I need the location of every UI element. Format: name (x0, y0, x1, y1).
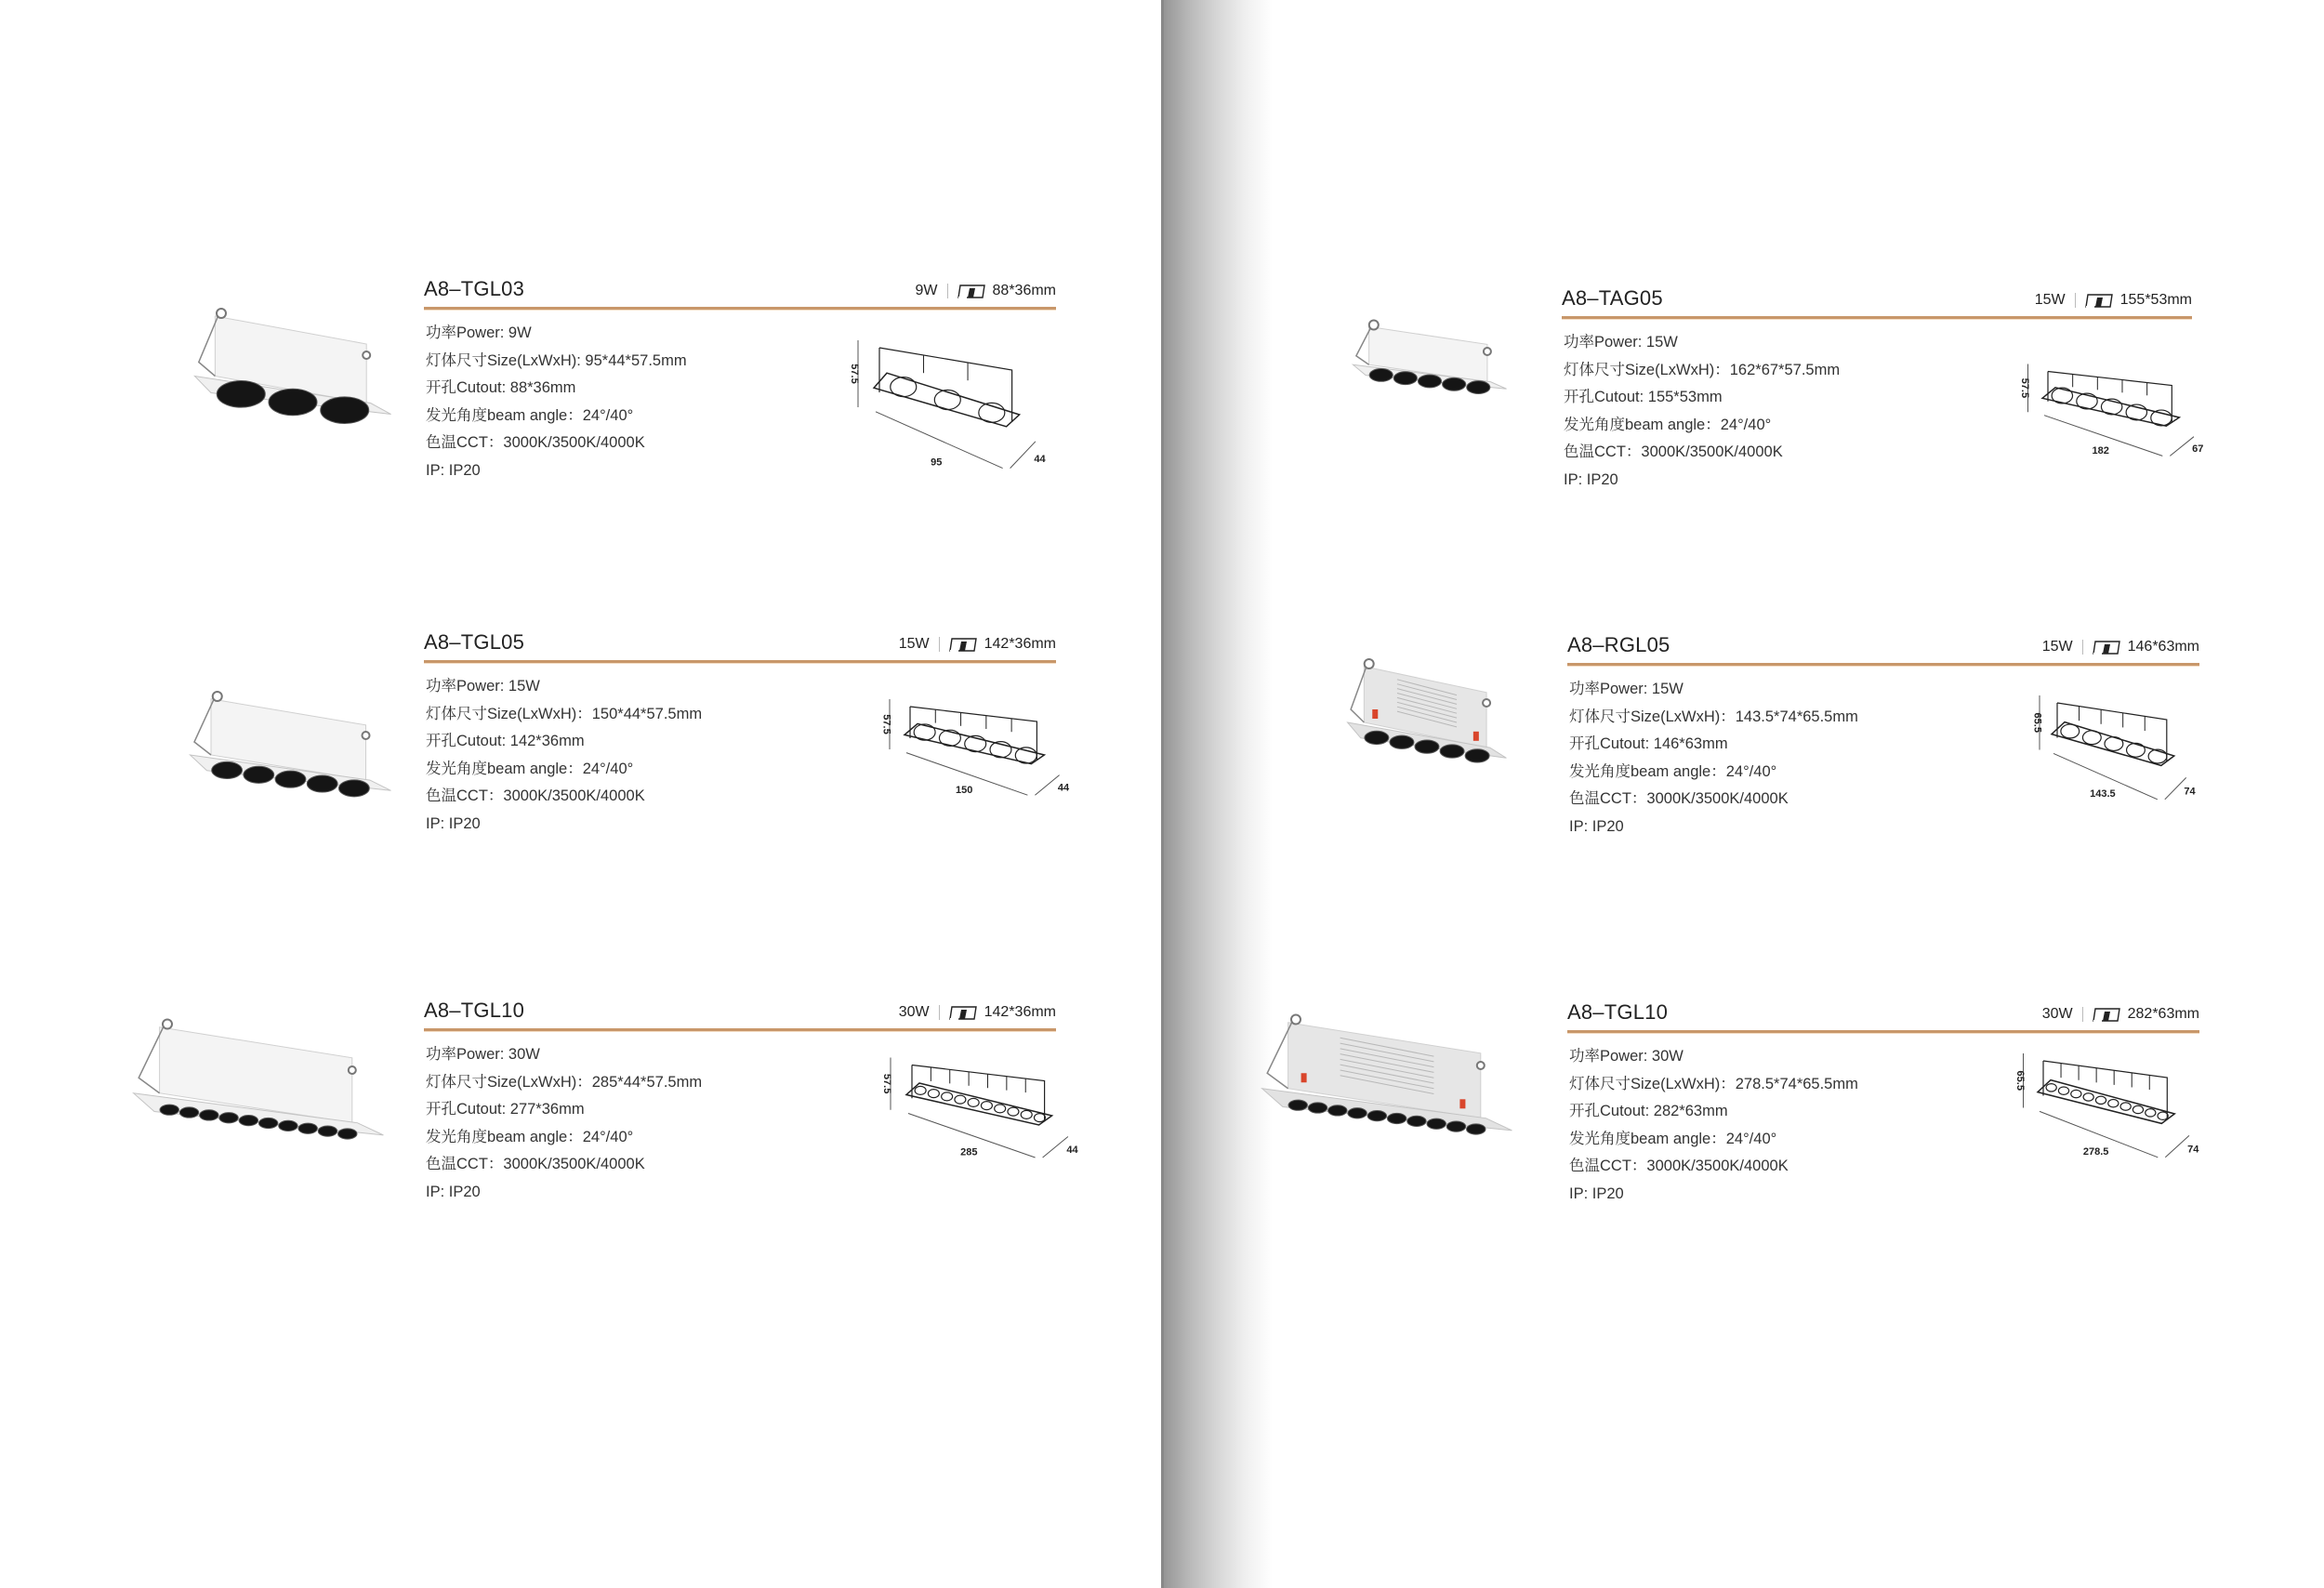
page-gutter-edge (1161, 0, 1164, 1588)
height-label: 65.5 (2031, 712, 2043, 733)
cutout-icon (949, 638, 977, 652)
badge-separator (939, 1005, 940, 1020)
product-photo-render (186, 683, 395, 814)
mount-screw (1483, 699, 1490, 707)
lens-outline (2082, 731, 2101, 745)
badge-cutout: 88*36mm (992, 283, 1056, 298)
dimension-diagram (869, 1046, 1083, 1162)
height-label: 57.5 (880, 714, 892, 734)
lens-aperture (307, 775, 337, 792)
housing-outline (2057, 703, 2167, 762)
cutout-icon (949, 1006, 977, 1020)
mount-screw (163, 1020, 172, 1029)
badge-power: 30W (2041, 1006, 2073, 1022)
lens-aperture (338, 1129, 357, 1139)
badge-separator (947, 284, 948, 298)
lens-outline (2052, 388, 2072, 404)
spec-line: IP: IP20 (426, 814, 481, 832)
lens-outline (2058, 1087, 2068, 1094)
product-photo (1350, 316, 1510, 404)
lens-outline (2071, 1090, 2081, 1097)
spec-line: 色温CCT：3000K/3500K/4000K (426, 434, 645, 451)
housing-outline (2048, 372, 2172, 423)
lens-outline (1034, 1114, 1045, 1122)
spec-line: 灯体尺寸Size(LxWxH)：150*44*57.5mm (426, 705, 703, 722)
lens-aperture (318, 1126, 337, 1136)
lens-aperture (1367, 1111, 1386, 1121)
lens-aperture (1415, 740, 1439, 753)
height-label: 57.5 (881, 1073, 893, 1094)
lens-aperture (1427, 1118, 1446, 1129)
product-header-rule (1567, 628, 2199, 666)
mount-screw (363, 351, 370, 359)
product-photo (1344, 651, 1510, 781)
badge-cutout: 142*36mm (984, 636, 1056, 652)
lens-outline (2158, 1112, 2168, 1119)
diagram-drawing (869, 1046, 1083, 1162)
lens-outline (2148, 749, 2167, 763)
lens-outline (968, 1098, 979, 1106)
spec-list (1564, 329, 1840, 494)
product-model-title: A8–TGL03 (424, 277, 525, 300)
length-label: 150 (956, 784, 973, 796)
lens-aperture (275, 771, 306, 787)
width-label: 44 (1066, 1145, 1078, 1156)
mount-screw (1477, 1062, 1485, 1069)
diagram-drawing (2008, 353, 2208, 460)
spec-line: 色温CCT：3000K/3500K/4000K (1569, 790, 1789, 807)
badge-power: 30W (898, 1004, 930, 1020)
lens-outline (955, 1095, 966, 1104)
product-model-title: A8–RGL05 (1567, 633, 1670, 656)
height-label: 65.5 (2014, 1070, 2027, 1091)
lens-aperture (279, 1120, 297, 1131)
lens-aperture (1390, 735, 1414, 748)
product-model-title: A8–TAG05 (1562, 286, 1663, 310)
badge-separator (2082, 1007, 2083, 1022)
width-dimension-line (1035, 775, 1059, 796)
badge-cutout: 155*53mm (2119, 292, 2192, 308)
mount-screw (1484, 348, 1491, 355)
product-header-rule (1562, 281, 2192, 319)
dimension-diagram (2008, 353, 2208, 460)
product-photo (191, 299, 395, 439)
lens-outline (2105, 737, 2123, 751)
spec-line: 功率Power: 30W (426, 1046, 540, 1063)
lens-aperture (200, 1110, 218, 1120)
lens-outline (928, 1090, 939, 1098)
lens-aperture (217, 381, 265, 408)
badge-cutout: 142*36mm (984, 1004, 1056, 1020)
badge-power: 9W (915, 283, 938, 298)
spec-badge (2042, 639, 2199, 655)
spring-clip-red (1372, 709, 1378, 719)
lens-aperture (239, 1116, 257, 1126)
lens-aperture (1440, 745, 1464, 758)
lens-outline (2046, 1084, 2056, 1092)
badge-cutout: 282*63mm (2127, 1006, 2199, 1022)
lens-outline (981, 1102, 992, 1110)
mount-screw (349, 1066, 356, 1074)
spec-line: IP: IP20 (1569, 817, 1624, 835)
width-label: 44 (1057, 782, 1070, 794)
width-label: 74 (2184, 786, 2196, 798)
lens-outline (2133, 1105, 2143, 1113)
diagram-drawing (2022, 683, 2199, 804)
length-label: 278.5 (2082, 1146, 2109, 1158)
spec-line: IP: IP20 (426, 461, 481, 479)
lens-outline (942, 1092, 953, 1101)
badge-power: 15W (898, 636, 930, 652)
height-label: 57.5 (849, 364, 861, 384)
spec-line: 色温CCT：3000K/3500K/4000K (426, 1156, 645, 1172)
lens-outline (1008, 1107, 1019, 1116)
product-model-title: A8–TGL10 (1567, 1000, 1669, 1024)
lens-outline (2095, 1096, 2106, 1104)
lens-outline (914, 724, 935, 740)
lens-aperture (1328, 1105, 1347, 1116)
lens-aperture (269, 389, 317, 416)
lens-outline (2061, 724, 2080, 738)
spec-line: 发光角度beam angle：24°/40° (1569, 1130, 1777, 1147)
lens-aperture (1443, 377, 1466, 390)
product-photo-render (128, 1009, 389, 1162)
lens-outline (2120, 1103, 2131, 1110)
spec-line: 功率Power: 9W (426, 324, 532, 341)
product-model-title: A8–TGL05 (424, 630, 525, 654)
housing-outline (2043, 1061, 2167, 1120)
product-photo (186, 683, 395, 814)
trim-outline (874, 373, 1020, 427)
dimension-diagram (2022, 683, 2199, 804)
trim-outline (2042, 388, 2179, 426)
badge-cutout: 146*63mm (2127, 639, 2199, 655)
lens-aperture (1467, 381, 1490, 394)
length-label: 285 (960, 1146, 978, 1158)
dimension-diagram (869, 688, 1074, 800)
lens-outline (2127, 743, 2146, 757)
lens-aperture (1369, 368, 1393, 381)
spec-line: 开孔Cutout: 277*36mm (426, 1101, 585, 1118)
spec-line: 色温CCT：3000K/3500K/4000K (426, 787, 645, 804)
spec-list (426, 1041, 702, 1206)
spec-line: 发光角度beam angle：24°/40° (426, 406, 634, 424)
cutout-icon (2093, 641, 2120, 655)
lens-aperture (212, 761, 243, 778)
diagram-drawing (869, 688, 1074, 800)
product-header-rule (424, 271, 1056, 310)
lens-aperture (244, 766, 274, 783)
trim-outline (905, 723, 1044, 763)
lens-aperture (1365, 731, 1389, 744)
width-dimension-line (1010, 442, 1036, 469)
spec-list (1569, 676, 1858, 840)
lens-outline (2083, 1093, 2093, 1101)
spec-badge (899, 636, 1056, 653)
lens-aperture (1418, 375, 1441, 388)
spec-badge (2035, 292, 2192, 309)
lens-outline (915, 1086, 926, 1094)
spec-line: 灯体尺寸Size(LxWxH): 95*44*57.5mm (426, 351, 687, 369)
lens-outline (1021, 1110, 1032, 1118)
spec-badge (2042, 1006, 2199, 1023)
trim-outline (2052, 722, 2174, 766)
spec-line: 色温CCT：3000K/3500K/4000K (1564, 443, 1783, 460)
spec-line: 开孔Cutout: 155*53mm (1564, 389, 1723, 405)
spec-line: 功率Power: 15W (1564, 334, 1678, 351)
spec-list (426, 673, 702, 838)
lens-aperture (1288, 1100, 1307, 1110)
product-header-rule (424, 993, 1056, 1031)
lens-aperture (298, 1123, 317, 1133)
spec-line: 发光角度beam angle：24°/40° (1569, 762, 1777, 780)
mount-screw (213, 692, 222, 701)
lens-outline (2108, 1099, 2119, 1106)
spec-line: 功率Power: 30W (1569, 1048, 1684, 1065)
housing-outline (910, 707, 1037, 761)
spec-line: 发光角度beam angle：24°/40° (426, 760, 634, 777)
height-label: 57.5 (2019, 377, 2031, 399)
width-label: 74 (2187, 1144, 2199, 1156)
lens-aperture (1308, 1103, 1327, 1113)
product-model-title: A8–TGL10 (424, 999, 525, 1022)
mount-screw (363, 732, 370, 739)
spec-line: 灯体尺寸Size(LxWxH)：285*44*57.5mm (426, 1073, 703, 1091)
width-label: 67 (2192, 443, 2204, 455)
spec-badge (899, 1004, 1056, 1021)
spec-line: 功率Power: 15W (1569, 681, 1684, 697)
width-dimension-line (2165, 1135, 2189, 1157)
spring-clip-red (1473, 732, 1479, 741)
product-photo-render (191, 299, 395, 439)
lens-aperture (1446, 1121, 1465, 1131)
width-dimension-line (1043, 1137, 1068, 1158)
spec-line: 灯体尺寸Size(LxWxH)：143.5*74*65.5mm (1569, 708, 1858, 725)
cutout-icon (2093, 1008, 2120, 1022)
cutout-icon (2085, 294, 2113, 308)
spring-clip-red (1459, 1099, 1465, 1108)
lens-outline (934, 390, 960, 410)
lens-outline (2146, 1109, 2156, 1117)
lens-aperture (1467, 1124, 1486, 1134)
lens-aperture (1465, 749, 1489, 762)
width-dimension-line (2165, 777, 2186, 799)
housing-outline (879, 348, 1012, 422)
lens-aperture (321, 397, 369, 424)
spec-list (1569, 1043, 1858, 1208)
cutout-icon (957, 285, 985, 298)
badge-separator (2075, 293, 2076, 308)
lens-aperture (258, 1118, 277, 1128)
diagram-drawing (837, 325, 1050, 474)
spec-badge (916, 283, 1056, 299)
length-label: 182 (2092, 445, 2109, 457)
badge-power: 15W (2041, 639, 2073, 655)
lens-aperture (219, 1113, 238, 1123)
product-photo-render (1257, 1004, 1517, 1158)
spec-line: 开孔Cutout: 146*63mm (1569, 735, 1728, 752)
lens-aperture (1393, 372, 1417, 385)
width-dimension-line (2170, 437, 2194, 457)
page-gutter-shadow (1161, 0, 1273, 1588)
product-photo (128, 1009, 389, 1162)
spec-line: 灯体尺寸Size(LxWxH)：278.5*74*65.5mm (1569, 1075, 1858, 1092)
diagram-drawing (2003, 1041, 2203, 1162)
badge-separator (939, 637, 940, 652)
mount-screw (1365, 659, 1374, 668)
mount-screw (1369, 321, 1379, 330)
spec-line: 色温CCT：3000K/3500K/4000K (1569, 1158, 1789, 1174)
spec-line: 开孔Cutout: 88*36mm (426, 379, 576, 396)
lens-outline (891, 377, 917, 397)
spring-clip-red (1301, 1073, 1307, 1082)
product-photo-render (1350, 316, 1510, 404)
length-label: 95 (931, 457, 943, 469)
product-photo-render (1344, 651, 1510, 781)
dimension-diagram (837, 325, 1050, 474)
spec-line: 开孔Cutout: 282*63mm (1569, 1103, 1728, 1119)
product-header-rule (424, 625, 1056, 663)
badge-power: 15W (2034, 292, 2066, 308)
spec-line: 功率Power: 15W (426, 678, 540, 695)
mount-screw (217, 309, 226, 318)
spec-line: IP: IP20 (1564, 470, 1618, 488)
lens-aperture (338, 780, 369, 797)
lens-aperture (160, 1105, 178, 1115)
spec-line: 开孔Cutout: 142*36mm (426, 733, 585, 749)
lens-aperture (1407, 1116, 1426, 1126)
dimension-diagram (2003, 1041, 2203, 1162)
spec-line: IP: IP20 (1569, 1184, 1624, 1202)
spec-line: 发光角度beam angle：24°/40° (426, 1128, 634, 1145)
lens-aperture (179, 1107, 198, 1118)
spec-list (426, 320, 687, 484)
length-label: 143.5 (2090, 788, 2116, 801)
badge-separator (2082, 640, 2083, 655)
lens-outline (995, 1105, 1006, 1113)
product-photo (1257, 1004, 1517, 1158)
mount-screw (1291, 1015, 1301, 1025)
housing-outline (912, 1065, 1045, 1122)
width-label: 44 (1034, 454, 1046, 466)
lens-aperture (1348, 1108, 1367, 1118)
spec-line: IP: IP20 (426, 1183, 481, 1200)
lens-aperture (1387, 1113, 1406, 1123)
spec-line: 灯体尺寸Size(LxWxH)：162*67*57.5mm (1564, 361, 1841, 378)
product-header-rule (1567, 995, 2199, 1033)
spec-line: 发光角度beam angle：24°/40° (1564, 416, 1772, 433)
